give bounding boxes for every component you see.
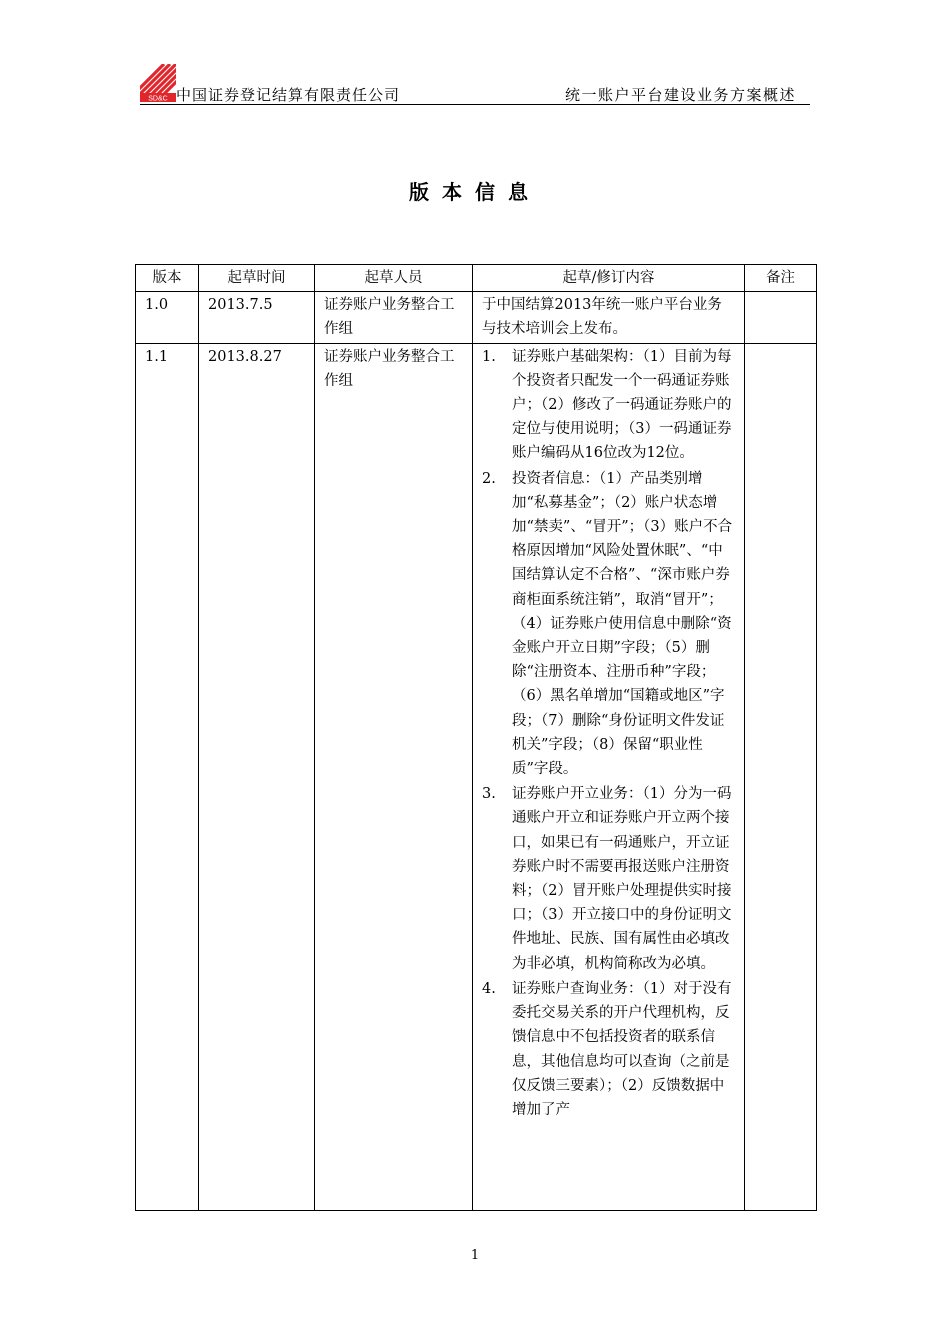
cell-version: 1.0 bbox=[136, 292, 199, 343]
cell-author: 证券账户业务整合工作组 bbox=[315, 292, 473, 343]
page-header bbox=[140, 62, 810, 106]
version-info-table bbox=[135, 264, 817, 1211]
page-number: 1 bbox=[470, 1248, 480, 1263]
list-item: 4. 证券账户查询业务：（1）对于没有委托交易关系的开户代理机构，反馈信息中不包括投资者的联系信息，其他信息均可以查询（之前是仅反馈三要素）；（2）反馈数据中增加了产 bbox=[482, 980, 732, 1118]
svg-text:SD&C: SD&C bbox=[148, 95, 168, 102]
header-date: 起草时间 bbox=[199, 265, 315, 292]
header-note: 备注 bbox=[745, 265, 817, 292]
header-author: 起草人员 bbox=[315, 265, 473, 292]
header-content: 起草/修订内容 bbox=[473, 265, 745, 292]
cell-note bbox=[745, 292, 817, 343]
cell-author: 证券账户业务整合工作组 bbox=[315, 343, 473, 1210]
list-item: 2. 投资者信息：（1）产品类别增加“私募基金”；（2）账户状态增加“禁卖”、“冒开”；（3）账户不合格原因增加“风险处置休眠”、“中国结算认定不合格”、“深市账户券商柜面系统注销”，取消“冒开”；（4）证券账户使用信息中删除“资金账户开立日期”字段；（5）删除“注册资本、注册币种”字段；（6）黑名单增加“国籍或地区”字段；（7）删除“身份证明文件发证机关”字段；（8）保留“职业性质”字段。 bbox=[482, 470, 733, 778]
sdc-logo-icon bbox=[140, 64, 176, 102]
list-item: 1. 证券账户基础架构：（1）目前为每个投资者只配发一个一码通证券账户；（2）修改了一码通证券账户的定位与使用说明；（3）一码通证券账户编码从16位改为12位。 bbox=[482, 348, 732, 462]
table-row bbox=[136, 343, 817, 1210]
cell-note bbox=[745, 343, 817, 1210]
revision-list bbox=[482, 345, 736, 1123]
table-row bbox=[136, 292, 817, 343]
cell-version: 1.1 bbox=[136, 343, 199, 1210]
header-rule bbox=[140, 104, 810, 105]
cell-date: 2013.8.27 bbox=[199, 343, 315, 1210]
cell-date: 2013.7.5 bbox=[199, 292, 315, 343]
cell-content: 于中国结算2013年统一账户平台业务与技术培训会上发布。 bbox=[473, 292, 745, 343]
document-title: 统一账户平台建设业务方案概述 bbox=[564, 86, 796, 104]
list-item: 3. 证券账户开立业务：（1）分为一码通账户开立和证券账户开立两个接口，如果已有一码通账户，开立证券账户时不需要再报送账户注册资料；（2）冒开账户处理提供实时接口；（3）开立接口中的身份证明文件地址、民族、国有属性由必填改为非必填，机构简称改为必填。 bbox=[482, 786, 732, 972]
header-version: 版本 bbox=[136, 265, 199, 292]
page-title: 版本信息 bbox=[409, 180, 541, 204]
cell-content bbox=[473, 343, 745, 1210]
company-name: 中国证券登记结算有限责任公司 bbox=[176, 86, 401, 104]
table-header-row bbox=[136, 265, 817, 292]
